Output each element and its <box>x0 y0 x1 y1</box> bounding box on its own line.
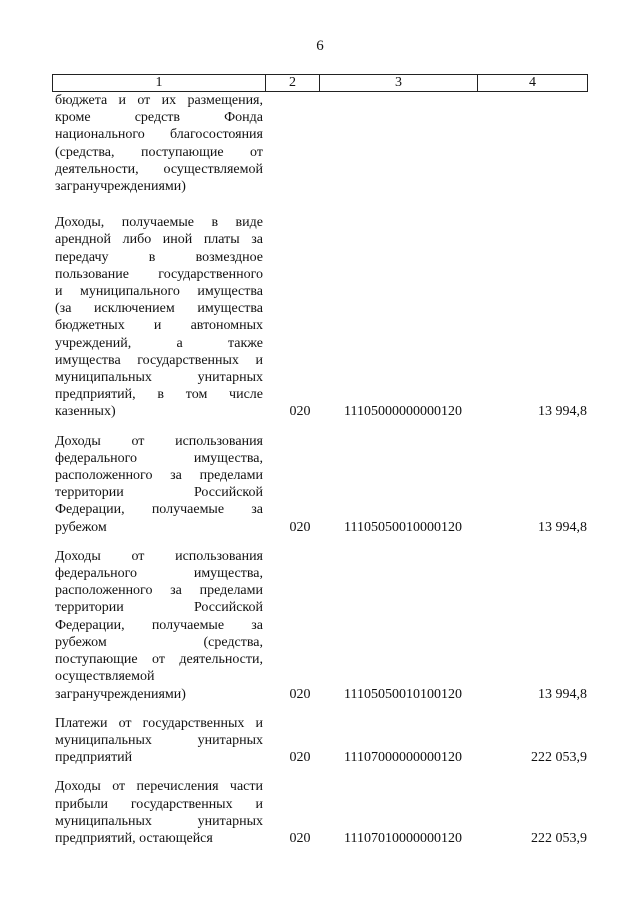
admin-code: 020 <box>289 686 311 702</box>
row-description <box>52 214 263 420</box>
table-row <box>52 92 587 195</box>
description-line: расположенного за пределами <box>55 468 263 484</box>
description-line: федерального имущества, <box>55 566 263 582</box>
description-line: территории Российской <box>55 485 263 501</box>
description-line: учреждений, а также <box>55 335 263 351</box>
row-gap <box>52 703 587 715</box>
description-line: загранучреждениями) <box>55 179 186 195</box>
row-gap <box>52 536 587 548</box>
description-line: и муниципального имущества <box>55 284 263 300</box>
table-body <box>52 92 587 847</box>
description-line: деятельности, осуществляемой <box>55 161 263 177</box>
header-col-3: 3 <box>320 75 478 92</box>
row-gap <box>52 766 587 778</box>
description-line: (за исключением имущества <box>55 301 263 317</box>
description-line: муниципальных унитарных <box>55 370 263 386</box>
description-line: Доходы, получаемые в виде <box>55 215 263 231</box>
budget-code: 11105050010000120 <box>344 519 462 535</box>
amount: 13 994,8 <box>538 686 587 702</box>
amount: 222 053,9 <box>531 750 587 766</box>
table-row <box>52 214 587 420</box>
description-line: Платежи от государственных и <box>55 715 263 731</box>
budget-code: 11107000000000120 <box>344 750 462 766</box>
table-row <box>52 433 587 536</box>
description-line: осуществляемой <box>55 669 155 685</box>
budget-code: 11105050010100120 <box>344 686 462 702</box>
description-line: (средства, поступающие от <box>55 144 263 160</box>
row-gap <box>52 421 587 433</box>
description-line: передачу в возмездное <box>55 249 263 265</box>
description-line: Доходы от перечисления части <box>55 779 263 795</box>
description-line: рубежом (средства, <box>55 634 263 650</box>
admin-code: 020 <box>289 404 311 420</box>
row-description <box>52 715 263 767</box>
amount: 222 053,9 <box>531 830 587 846</box>
description-line: казенных) <box>55 404 116 420</box>
row-gap <box>52 195 587 214</box>
table-row <box>52 778 587 847</box>
description-line: Доходы от использования <box>55 433 263 449</box>
amount: 13 994,8 <box>538 519 587 535</box>
table-row <box>52 715 587 767</box>
budget-code: 11107010000000120 <box>344 830 462 846</box>
header-col-4: 4 <box>478 75 588 92</box>
admin-code: 020 <box>289 830 311 846</box>
row-description <box>52 548 263 703</box>
description-line: кроме средств Фонда <box>55 110 263 126</box>
description-line: рубежом <box>55 519 107 535</box>
description-line: муниципальных унитарных <box>55 732 263 748</box>
header-col-1: 1 <box>53 75 266 92</box>
description-line: предприятий, остающейся <box>55 830 213 846</box>
amount: 13 994,8 <box>538 404 587 420</box>
description-line: федерального имущества, <box>55 450 263 466</box>
description-line: предприятий <box>55 750 133 766</box>
description-line: загранучреждениями) <box>55 686 186 702</box>
page-number: 6 <box>316 38 324 54</box>
description-line: бюджета и от их размещения, <box>55 93 263 108</box>
description-line: муниципальных унитарных <box>55 813 263 829</box>
description-line: арендной либо иной платы за <box>55 232 263 248</box>
budget-code: 11105000000000120 <box>344 404 462 420</box>
header-col-2: 2 <box>266 75 320 92</box>
budget-table <box>52 74 587 847</box>
description-line: национального благосостояния <box>55 127 263 143</box>
admin-code: 020 <box>289 519 311 535</box>
description-line: Федерации, получаемые за <box>55 617 263 633</box>
description-line: поступающие от деятельности, <box>55 652 263 668</box>
description-line: предприятий, в том числе <box>55 387 263 403</box>
description-line: Федерации, получаемые за <box>55 502 263 518</box>
row-description <box>52 92 263 195</box>
row-description <box>52 778 263 847</box>
description-line: Доходы от использования <box>55 548 263 564</box>
description-line: расположенного за пределами <box>55 583 263 599</box>
admin-code: 020 <box>289 750 311 766</box>
table-row <box>52 548 587 703</box>
table-header <box>52 74 588 92</box>
description-line: имущества государственных и <box>55 352 263 368</box>
row-description <box>52 433 263 536</box>
description-line: бюджетных и автономных <box>55 318 263 334</box>
description-line: пользование государственного <box>55 266 263 282</box>
description-line: территории Российской <box>55 600 263 616</box>
description-line: прибыли государственных и <box>55 796 263 812</box>
